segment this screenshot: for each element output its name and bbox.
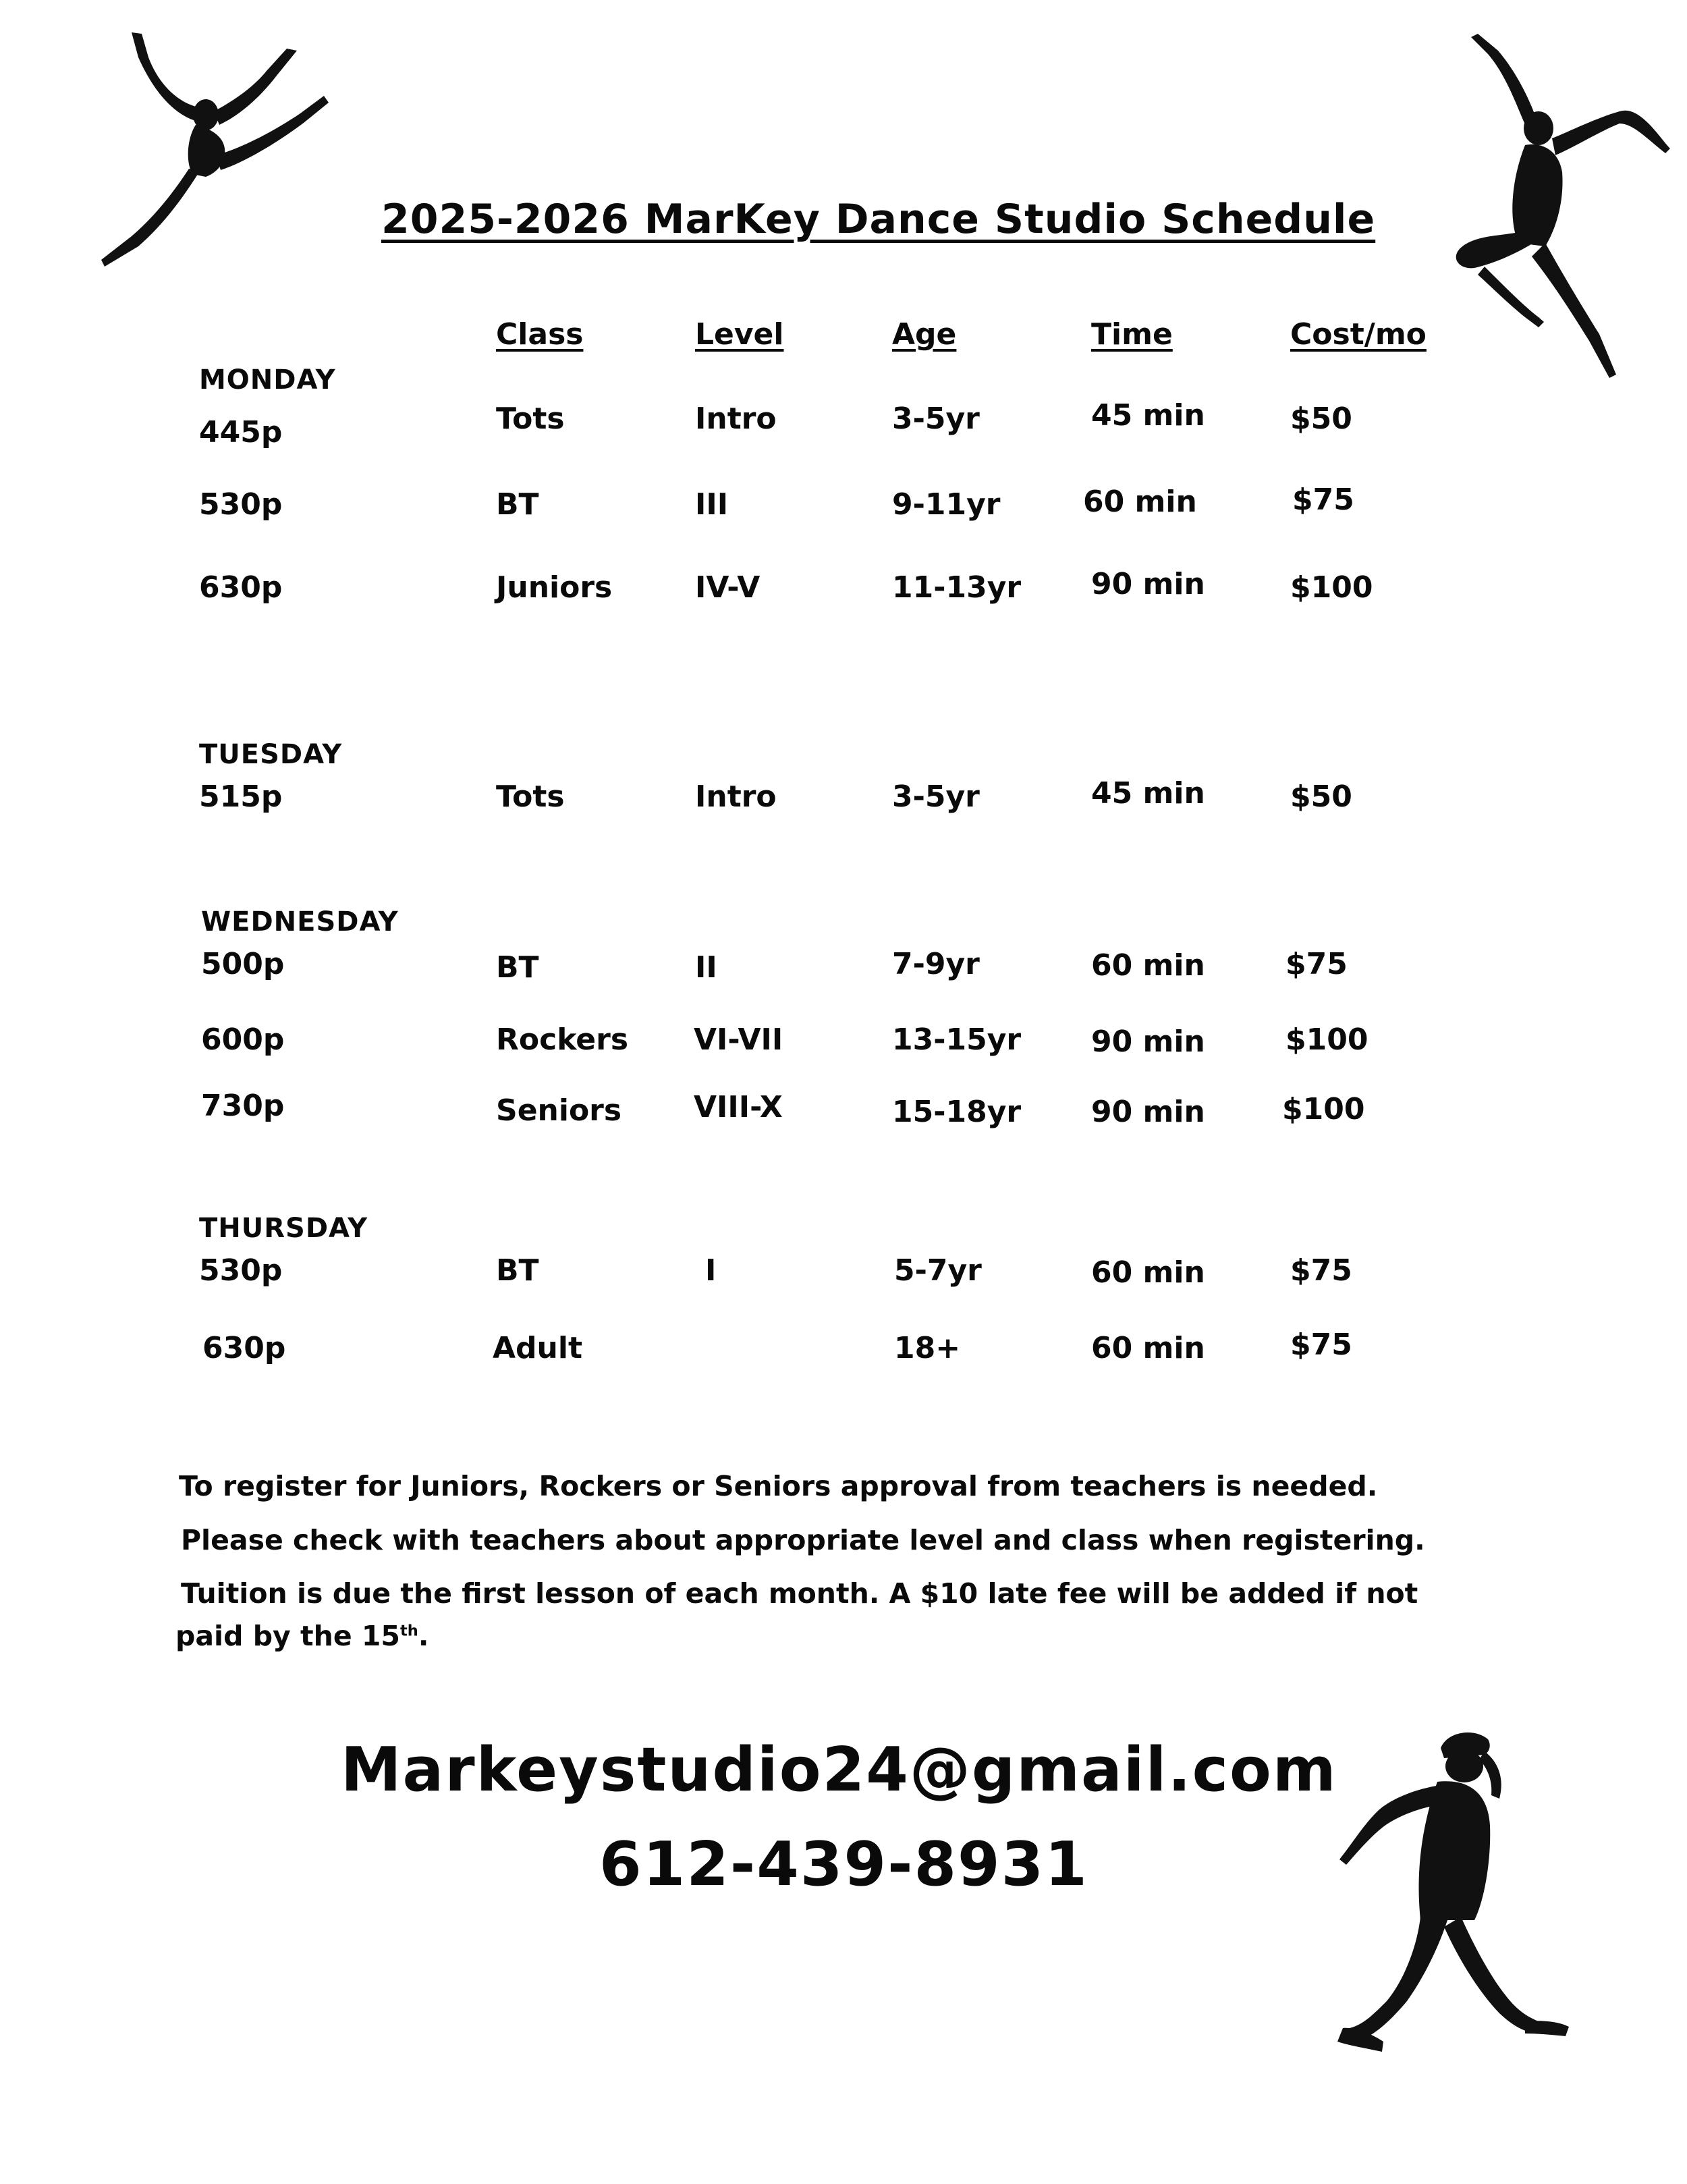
day-label-wednesday: WEDNESDAY bbox=[201, 906, 399, 937]
row-class: Rockers bbox=[496, 1022, 629, 1057]
row-cost: $100 bbox=[1282, 1092, 1365, 1126]
leaping-dancer-icon bbox=[64, 20, 334, 277]
contact-phone: 612-439-8931 bbox=[599, 1829, 1088, 1900]
row-class: BT bbox=[496, 1253, 539, 1288]
row-time: 630p bbox=[202, 1331, 286, 1365]
row-cost: $75 bbox=[1290, 1253, 1352, 1288]
row-age: 15-18yr bbox=[892, 1095, 1022, 1129]
row-class: Tots bbox=[496, 780, 565, 814]
row-age: 3-5yr bbox=[892, 402, 980, 436]
row-cost: $75 bbox=[1290, 1328, 1352, 1362]
page-title: 2025-2026 MarKey Dance Studio Schedule bbox=[381, 196, 1376, 243]
row-time: 630p bbox=[199, 570, 283, 605]
row-class: Juniors bbox=[496, 570, 613, 605]
row-time: 515p bbox=[199, 780, 283, 814]
row-time: 500p bbox=[201, 947, 285, 981]
row-level: VI-VII bbox=[694, 1022, 783, 1057]
day-label-tuesday: TUESDAY bbox=[199, 739, 343, 770]
row-duration: 90 min bbox=[1091, 1095, 1205, 1129]
day-label-thursday: THURSDAY bbox=[199, 1213, 368, 1244]
note-tuition-text: paid by the 15 bbox=[175, 1620, 400, 1652]
row-time: 445p bbox=[199, 415, 283, 449]
row-level: III bbox=[695, 487, 729, 522]
row-duration: 60 min bbox=[1091, 948, 1205, 983]
row-cost: $100 bbox=[1290, 570, 1373, 605]
row-cost: $100 bbox=[1285, 1022, 1368, 1057]
row-class: BT bbox=[496, 950, 539, 985]
note-tuition: Tuition is due the first lesson of each month. A $10 late fee will be added if not bbox=[181, 1577, 1418, 1610]
row-cost: $50 bbox=[1290, 402, 1352, 436]
row-duration: 60 min bbox=[1091, 1331, 1205, 1365]
row-duration: 60 min bbox=[1083, 485, 1197, 519]
note-tuition-continued bbox=[175, 1620, 428, 1652]
note-approval: To register for Juniors, Rockers or Seniors approval from teachers is needed. bbox=[179, 1470, 1378, 1502]
row-time: 600p bbox=[201, 1022, 285, 1057]
row-level: Intro bbox=[695, 780, 777, 814]
jumping-dancer-icon bbox=[1444, 30, 1674, 388]
row-level: VIII-X bbox=[694, 1090, 783, 1124]
note-period: . bbox=[418, 1620, 429, 1652]
row-class: Seniors bbox=[496, 1093, 622, 1128]
row-level: Intro bbox=[695, 402, 777, 436]
column-header-class: Class bbox=[496, 317, 584, 352]
row-age: 11-13yr bbox=[892, 570, 1022, 605]
row-time: 530p bbox=[199, 1253, 283, 1288]
column-header-time: Time bbox=[1091, 317, 1173, 352]
row-age: 7-9yr bbox=[892, 947, 980, 981]
hip-hop-dancer-icon bbox=[1323, 1724, 1579, 2062]
day-label-monday: MONDAY bbox=[199, 364, 336, 395]
row-class: Adult bbox=[493, 1331, 582, 1365]
row-level: II bbox=[695, 950, 717, 985]
row-time: 730p bbox=[201, 1089, 285, 1123]
row-age: 5-7yr bbox=[894, 1253, 982, 1288]
row-class: BT bbox=[496, 487, 539, 522]
row-age: 9-11yr bbox=[892, 487, 1001, 522]
column-header-age: Age bbox=[892, 317, 957, 352]
row-level: I bbox=[705, 1253, 717, 1288]
row-duration: 90 min bbox=[1091, 1025, 1205, 1059]
row-duration: 90 min bbox=[1091, 567, 1205, 601]
row-duration: 45 min bbox=[1091, 776, 1205, 811]
row-level: IV-V bbox=[695, 570, 760, 605]
row-duration: 60 min bbox=[1091, 1255, 1205, 1290]
column-header-level: Level bbox=[695, 317, 784, 352]
row-time: 530p bbox=[199, 487, 283, 522]
row-duration: 45 min bbox=[1091, 398, 1205, 433]
row-cost: $75 bbox=[1292, 483, 1354, 517]
row-age: 13-15yr bbox=[892, 1022, 1022, 1057]
contact-email: Markeystudio24@gmail.com bbox=[341, 1735, 1337, 1805]
row-age: 3-5yr bbox=[892, 780, 980, 814]
column-header-cost: Cost/mo bbox=[1290, 317, 1427, 352]
note-level-check: Please check with teachers about appropriate level and class when registering. bbox=[181, 1524, 1425, 1556]
row-class: Tots bbox=[496, 402, 565, 436]
row-cost: $75 bbox=[1285, 947, 1348, 981]
row-cost: $50 bbox=[1290, 780, 1352, 814]
row-age: 18+ bbox=[894, 1331, 961, 1365]
note-superscript: th bbox=[399, 1622, 418, 1640]
